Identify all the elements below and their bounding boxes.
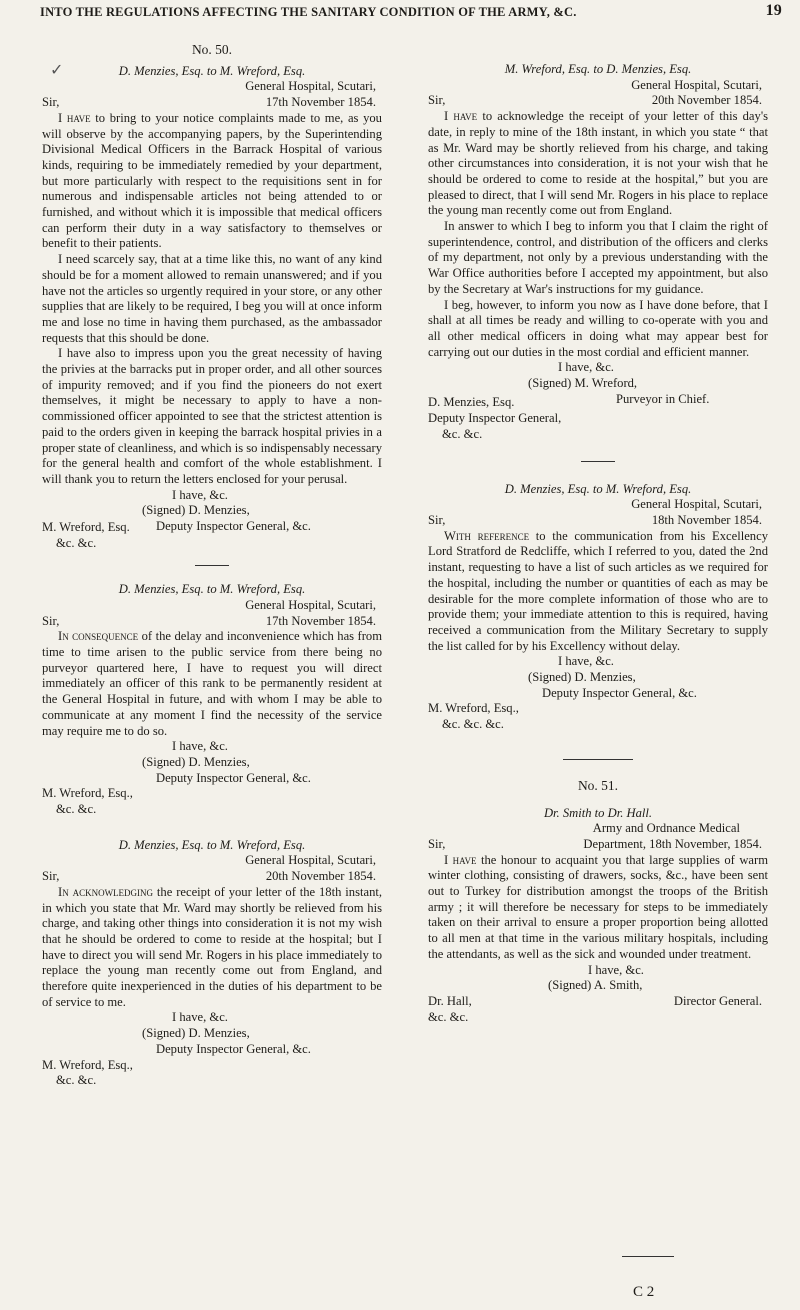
separator: [563, 759, 633, 760]
letter-place: General Hospital, Scutari,: [245, 597, 376, 612]
separator: [195, 565, 229, 566]
salutation: Sir,: [428, 512, 446, 527]
signatory-title: Deputy Inspector General, &c.: [542, 685, 697, 700]
closing: I have, &c.: [558, 360, 614, 375]
addressee-etc: &c. &c.: [428, 1009, 469, 1024]
letter: [42, 582, 382, 818]
signature: (Signed) D. Menzies,: [142, 1026, 250, 1041]
letter-heading: Dr. Smith to Dr. Hall.: [543, 805, 653, 820]
letter: [428, 778, 768, 1026]
addressee: M. Wreford, Esq.,: [42, 1057, 133, 1072]
letter-heading: D. Menzies, Esq. to M. Wreford, Esq.: [118, 582, 306, 597]
letter-paragraph: I have also to impress upon you the great necessity of having the privies at the barracks put in proper order, and all other sources of impurity removed; and if you find the pioneers do not exert themselves, it might be necessary to apply to have a non-commissioned officer appointed to see that the strictest attention is paid to the orders given in keeping the barrack hospital privies in a proper state of cleanliness, and which is so indispensably necessary for the general health and comfort of the whole establishment. I will thank you to return the letters enclosed for your perusal.: [42, 346, 382, 486]
signature: (Signed) D. Menzies,: [142, 503, 250, 518]
addressee: D. Menzies, Esq.: [428, 395, 515, 410]
salutation: Sir,: [42, 95, 60, 110]
letter-paragraph: In consequence of the delay and inconvenience which has from time to time arisen to the public service from there being no purveyor quartered here, I have to request you will direct immediately an officer of this rank to be permanently resident at the General Hospital in future, and with whom I may be able to communicate at any moment I find the necessity of the service may require me to do so.: [42, 629, 383, 738]
salutation: Sir,: [42, 869, 60, 884]
addressee-etc: &c. &c.: [56, 535, 97, 550]
signatory-title: Deputy Inspector General, &c.: [156, 770, 311, 785]
addressee: M. Wreford, Esq.: [42, 519, 130, 534]
printer-signature: C 2: [633, 1284, 655, 1300]
letter-paragraph: I have to bring to your notice complaints made to me, as you will observe by the accompanying papers, by the Superintending Divisional Medical Officers in the Barrack Hospital of various kinds, requiring to be immediately remedied by your department, but more particularly with respect to the requisitions sent in for numerous and indispensable articles not being attended to or furnished, and without which it is impossible that medical officers can perform their duty in a way satisfactory to themselves or benefit to their patients.: [42, 110, 382, 251]
letter-paragraph: I beg, however, to inform you now as I have done before, that I shall at all times be ready and willing to co-operate with you and all other medical officers in doing what may appear best for carrying out our duties in the most cordial and efficient manner.: [428, 297, 768, 359]
document-number: No. 50.: [191, 42, 233, 57]
letter: [428, 482, 768, 733]
letter-heading: D. Menzies, Esq. to M. Wreford, Esq.: [118, 837, 306, 852]
signature: (Signed) D. Menzies,: [528, 670, 636, 685]
addressee-etc: &c. &c.: [442, 426, 483, 441]
letter-heading: D. Menzies, Esq. to M. Wreford, Esq.: [118, 63, 306, 78]
signatory-title: Director General.: [673, 993, 762, 1008]
letter-date: 17th November 1854.: [265, 613, 376, 628]
closing: I have, &c.: [172, 487, 228, 502]
salutation-line: [428, 93, 768, 109]
addressee: M. Wreford, Esq.,: [42, 786, 133, 801]
right-column: [428, 42, 768, 1025]
closing: I have, &c.: [588, 962, 644, 977]
page-number: 19: [765, 2, 782, 19]
letter: [42, 838, 382, 1089]
letter-date: 20th November 1854.: [265, 869, 376, 884]
signature: (Signed) M. Wreford,: [528, 376, 638, 391]
letter-paragraph: In answer to which I beg to inform you that I claim the right of superintendence, control, and distribution of the officers and clerks of my department, not only by a previous understanding with the War Office authorities before I accepted my appointment, but also by the Secretary at War's instructions for my guidance.: [428, 219, 768, 296]
separator: [581, 461, 615, 462]
letter-paragraph: I have to acknowledge the receipt of your letter of this day's date, in reply to mine of the 18th instant, in which you state “ that as Mr. Ward may be shortly relieved from his charge, and taking other circumstances into consideration, it is not your wish that he should be ordered to come to reside at the hospital,” but you are pleased to direct, that I will send Mr. Rogers in his place to replace the young man recently come out from England.: [428, 109, 768, 218]
salutation-line: [428, 837, 768, 853]
letter-date: 18th November 1854.: [651, 512, 762, 527]
addressee: Dr. Hall,: [428, 993, 472, 1008]
letter-place: Army and Ordnance Medical: [592, 821, 740, 836]
addressee-etc: &c. &c.: [56, 1073, 97, 1088]
salutation: Sir,: [428, 836, 446, 851]
letter-heading: D. Menzies, Esq. to M. Wreford, Esq.: [504, 481, 692, 496]
letter-paragraph: With reference to the communication from his Excellency Lord Stratford de Redcliffe, which I referred to you, dated the 2nd instant, requesting to have a list of such articles as we required for the hospital, including the number or quantities of each as may be desirable for the more complete information of those who are to provide them; your immediate attention to this is required, having received a communication from the Military Secretary to supply the list called for by his Excellency without delay.: [428, 528, 768, 653]
closing: I have, &c.: [172, 1010, 228, 1025]
letter-paragraph: In acknowledging the receipt of your letter of the 18th instant, in which you state that Mr. Ward may shortly be relieved from his charge, and taking other things into consideration it is not my wish that he should be ordered to come to reside at the hospital; but I have to direct you will send Mr. Rogers in his place immediately to replace the young man recently come out from England, and therefore quite inexperienced in the duties of his department to be of service to me.: [42, 884, 383, 1009]
signatory-title: Deputy Inspector General, &c.: [156, 1041, 311, 1056]
salutation-line: [42, 869, 382, 885]
closing: I have, &c.: [558, 654, 614, 669]
salutation: Sir,: [42, 613, 60, 628]
signatory-title: Purveyor in Chief.: [616, 391, 710, 406]
letter: [42, 42, 382, 551]
addressee-title: Deputy Inspector General,: [428, 411, 562, 426]
signatory-title: Deputy Inspector General, &c.: [156, 519, 311, 534]
signature: (Signed) D. Menzies,: [142, 754, 250, 769]
footer-rule: [622, 1256, 674, 1257]
letter-place: General Hospital, Scutari,: [631, 77, 762, 92]
letter-paragraph: I have the honour to acquaint you that large supplies of warm winter clothing, consisting of drawers, socks, &c., have been sent out to Turkey for distribution amongst the troops of the British army ; it will therefore be necessary for steps to be immediately taken on their arrival to ensure a proper proportion being allotted to all men at that time in the various military hospitals, including the attendants, as well as the sick and wounded under treatment.: [428, 852, 768, 961]
letter-date: 17th November 1854.: [265, 95, 376, 110]
salutation-line: [428, 513, 768, 529]
salutation-line: [42, 614, 382, 630]
letter-place: General Hospital, Scutari,: [631, 497, 762, 512]
letter: [428, 42, 768, 443]
letter-date: Department, 18th November, 1854.: [583, 836, 762, 851]
left-column: [42, 42, 382, 1089]
addressee-etc: &c. &c. &c.: [442, 717, 504, 732]
document-number: No. 51.: [577, 777, 619, 793]
letter-place: General Hospital, Scutari,: [245, 79, 376, 94]
addressee-line: [428, 994, 768, 1010]
letter-date: 20th November 1854.: [651, 93, 762, 108]
letter-paragraph: I need scarcely say, that at a time like this, no want of any kind should be for a moment allowed to remain unanswered; and if you have not the articles so urgently required in your store, or any other supplies that are likely to be required, I beg you will at once inform me and lose no time in having them purchased, as the ambassador requests that this should be done.: [42, 252, 382, 345]
running-header: [40, 2, 788, 22]
addressee-etc: &c. &c.: [56, 802, 97, 817]
addressee: M. Wreford, Esq.,: [428, 701, 519, 716]
letter-heading: M. Wreford, Esq. to D. Menzies, Esq.: [504, 62, 692, 76]
margin-mark: ✓: [50, 62, 64, 79]
letter-place: General Hospital, Scutari,: [245, 853, 376, 868]
header-title: INTO THE REGULATIONS AFFECTING THE SANITARY CONDITION OF THE ARMY, &C.: [40, 5, 577, 19]
signature: (Signed) A. Smith,: [548, 978, 643, 993]
salutation: Sir,: [428, 93, 446, 108]
closing: I have, &c.: [172, 739, 228, 754]
salutation-line: [42, 95, 382, 111]
